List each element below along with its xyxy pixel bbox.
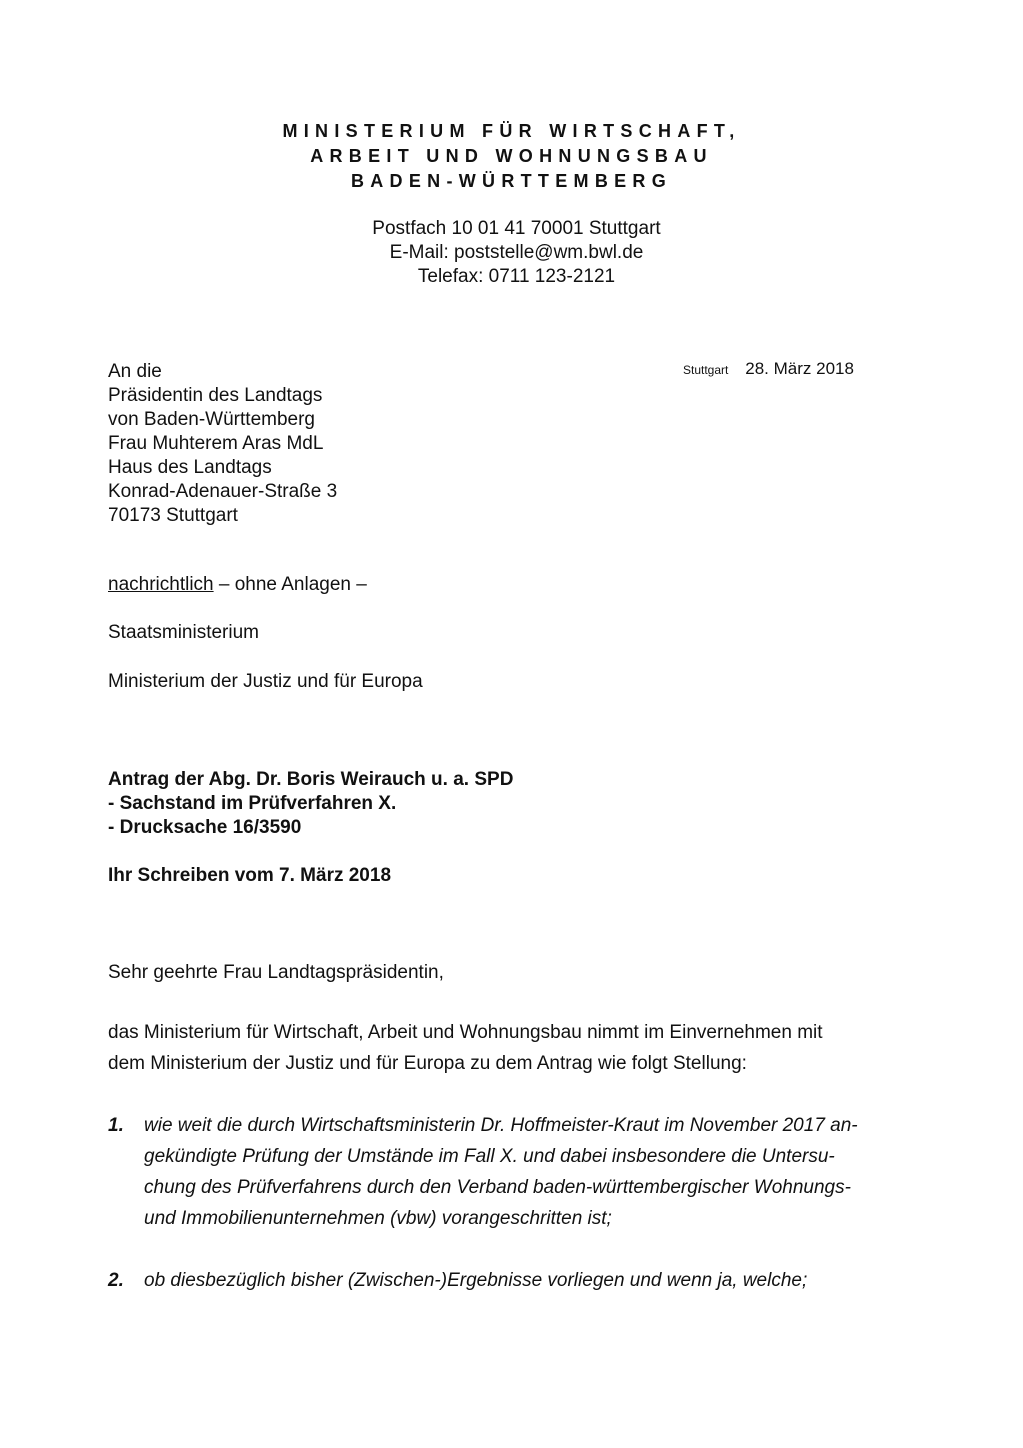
recipient-address bbox=[108, 360, 337, 528]
question-line: wie weit die durch Wirtschaftsministerin Dr. Hoffmeister-Kraut im November 2017 an- bbox=[144, 1115, 858, 1136]
ministry-name-line-3: BADEN-WÜRTTEMBERG bbox=[350, 171, 673, 191]
cc-recipient: Staatsministerium bbox=[108, 622, 259, 643]
recipient-line: Konrad-Adenauer-Straße 3 bbox=[108, 481, 338, 502]
contact-postfach: Postfach 10 01 41 70001 Stuttgart bbox=[372, 218, 661, 239]
date-place: Stuttgart bbox=[683, 363, 729, 377]
date-value: 28. März 2018 bbox=[745, 359, 854, 378]
salutation: Sehr geehrte Frau Landtagspräsidentin, bbox=[108, 962, 444, 983]
question-line: und Immobilienunternehmen (vbw) vorangeschritten ist; bbox=[144, 1208, 612, 1229]
recipient-line: Haus des Landtags bbox=[108, 457, 272, 478]
subject-block bbox=[108, 768, 513, 840]
subject-line: Antrag der Abg. Dr. Boris Weirauch u. a. SPD bbox=[108, 769, 514, 790]
ministry-name-line-1: MINISTERIUM FÜR WIRTSCHAFT, bbox=[282, 121, 741, 141]
recipient-line: An die bbox=[108, 361, 162, 382]
cc-label: nachrichtlich bbox=[108, 574, 214, 595]
cc-line bbox=[108, 573, 367, 597]
question-line: ob diesbezüglich bisher (Zwischen-)Ergebnisse vorliegen und wenn ja, welche; bbox=[144, 1270, 808, 1291]
question-text bbox=[144, 1110, 858, 1234]
subject-reference: Ihr Schreiben vom 7. März 2018 bbox=[108, 865, 392, 886]
intro-paragraph bbox=[108, 1017, 823, 1079]
question-number: 1. bbox=[108, 1115, 124, 1136]
cc-recipient: Ministerium der Justiz und für Europa bbox=[108, 671, 423, 692]
question-text bbox=[144, 1265, 807, 1296]
intro-line: dem Ministerium der Justiz und für Europa zu dem Antrag wie folgt Stellung: bbox=[108, 1053, 747, 1074]
subject-line: - Sachstand im Prüfverfahren X. bbox=[108, 793, 397, 814]
recipient-line: 70173 Stuttgart bbox=[108, 505, 238, 526]
cc-suffix: – ohne Anlagen – bbox=[213, 574, 367, 595]
letter-date bbox=[683, 359, 854, 379]
intro-line: das Ministerium für Wirtschaft, Arbeit und Wohnungsbau nimmt im Einvernehmen mit bbox=[108, 1022, 823, 1043]
recipient-line: von Baden-Württemberg bbox=[108, 409, 315, 430]
subject-line: - Drucksache 16/3590 bbox=[108, 817, 302, 838]
question-number: 2. bbox=[108, 1270, 124, 1291]
contact-email: E-Mail: poststelle@wm.bwl.de bbox=[389, 242, 644, 263]
recipient-line: Präsidentin des Landtags bbox=[108, 385, 323, 406]
ministry-name-line-2: ARBEIT UND WOHNUNGSBAU bbox=[310, 146, 713, 166]
question-line: gekündigte Prüfung der Umstände im Fall X. und dabei insbesondere die Untersu- bbox=[144, 1146, 835, 1167]
contact-telefax: Telefax: 0711 123-2121 bbox=[417, 266, 616, 287]
recipient-line: Frau Muhterem Aras MdL bbox=[108, 433, 324, 454]
question-line: chung des Prüfverfahrens durch den Verband baden-württembergischer Wohnungs- bbox=[144, 1177, 851, 1198]
